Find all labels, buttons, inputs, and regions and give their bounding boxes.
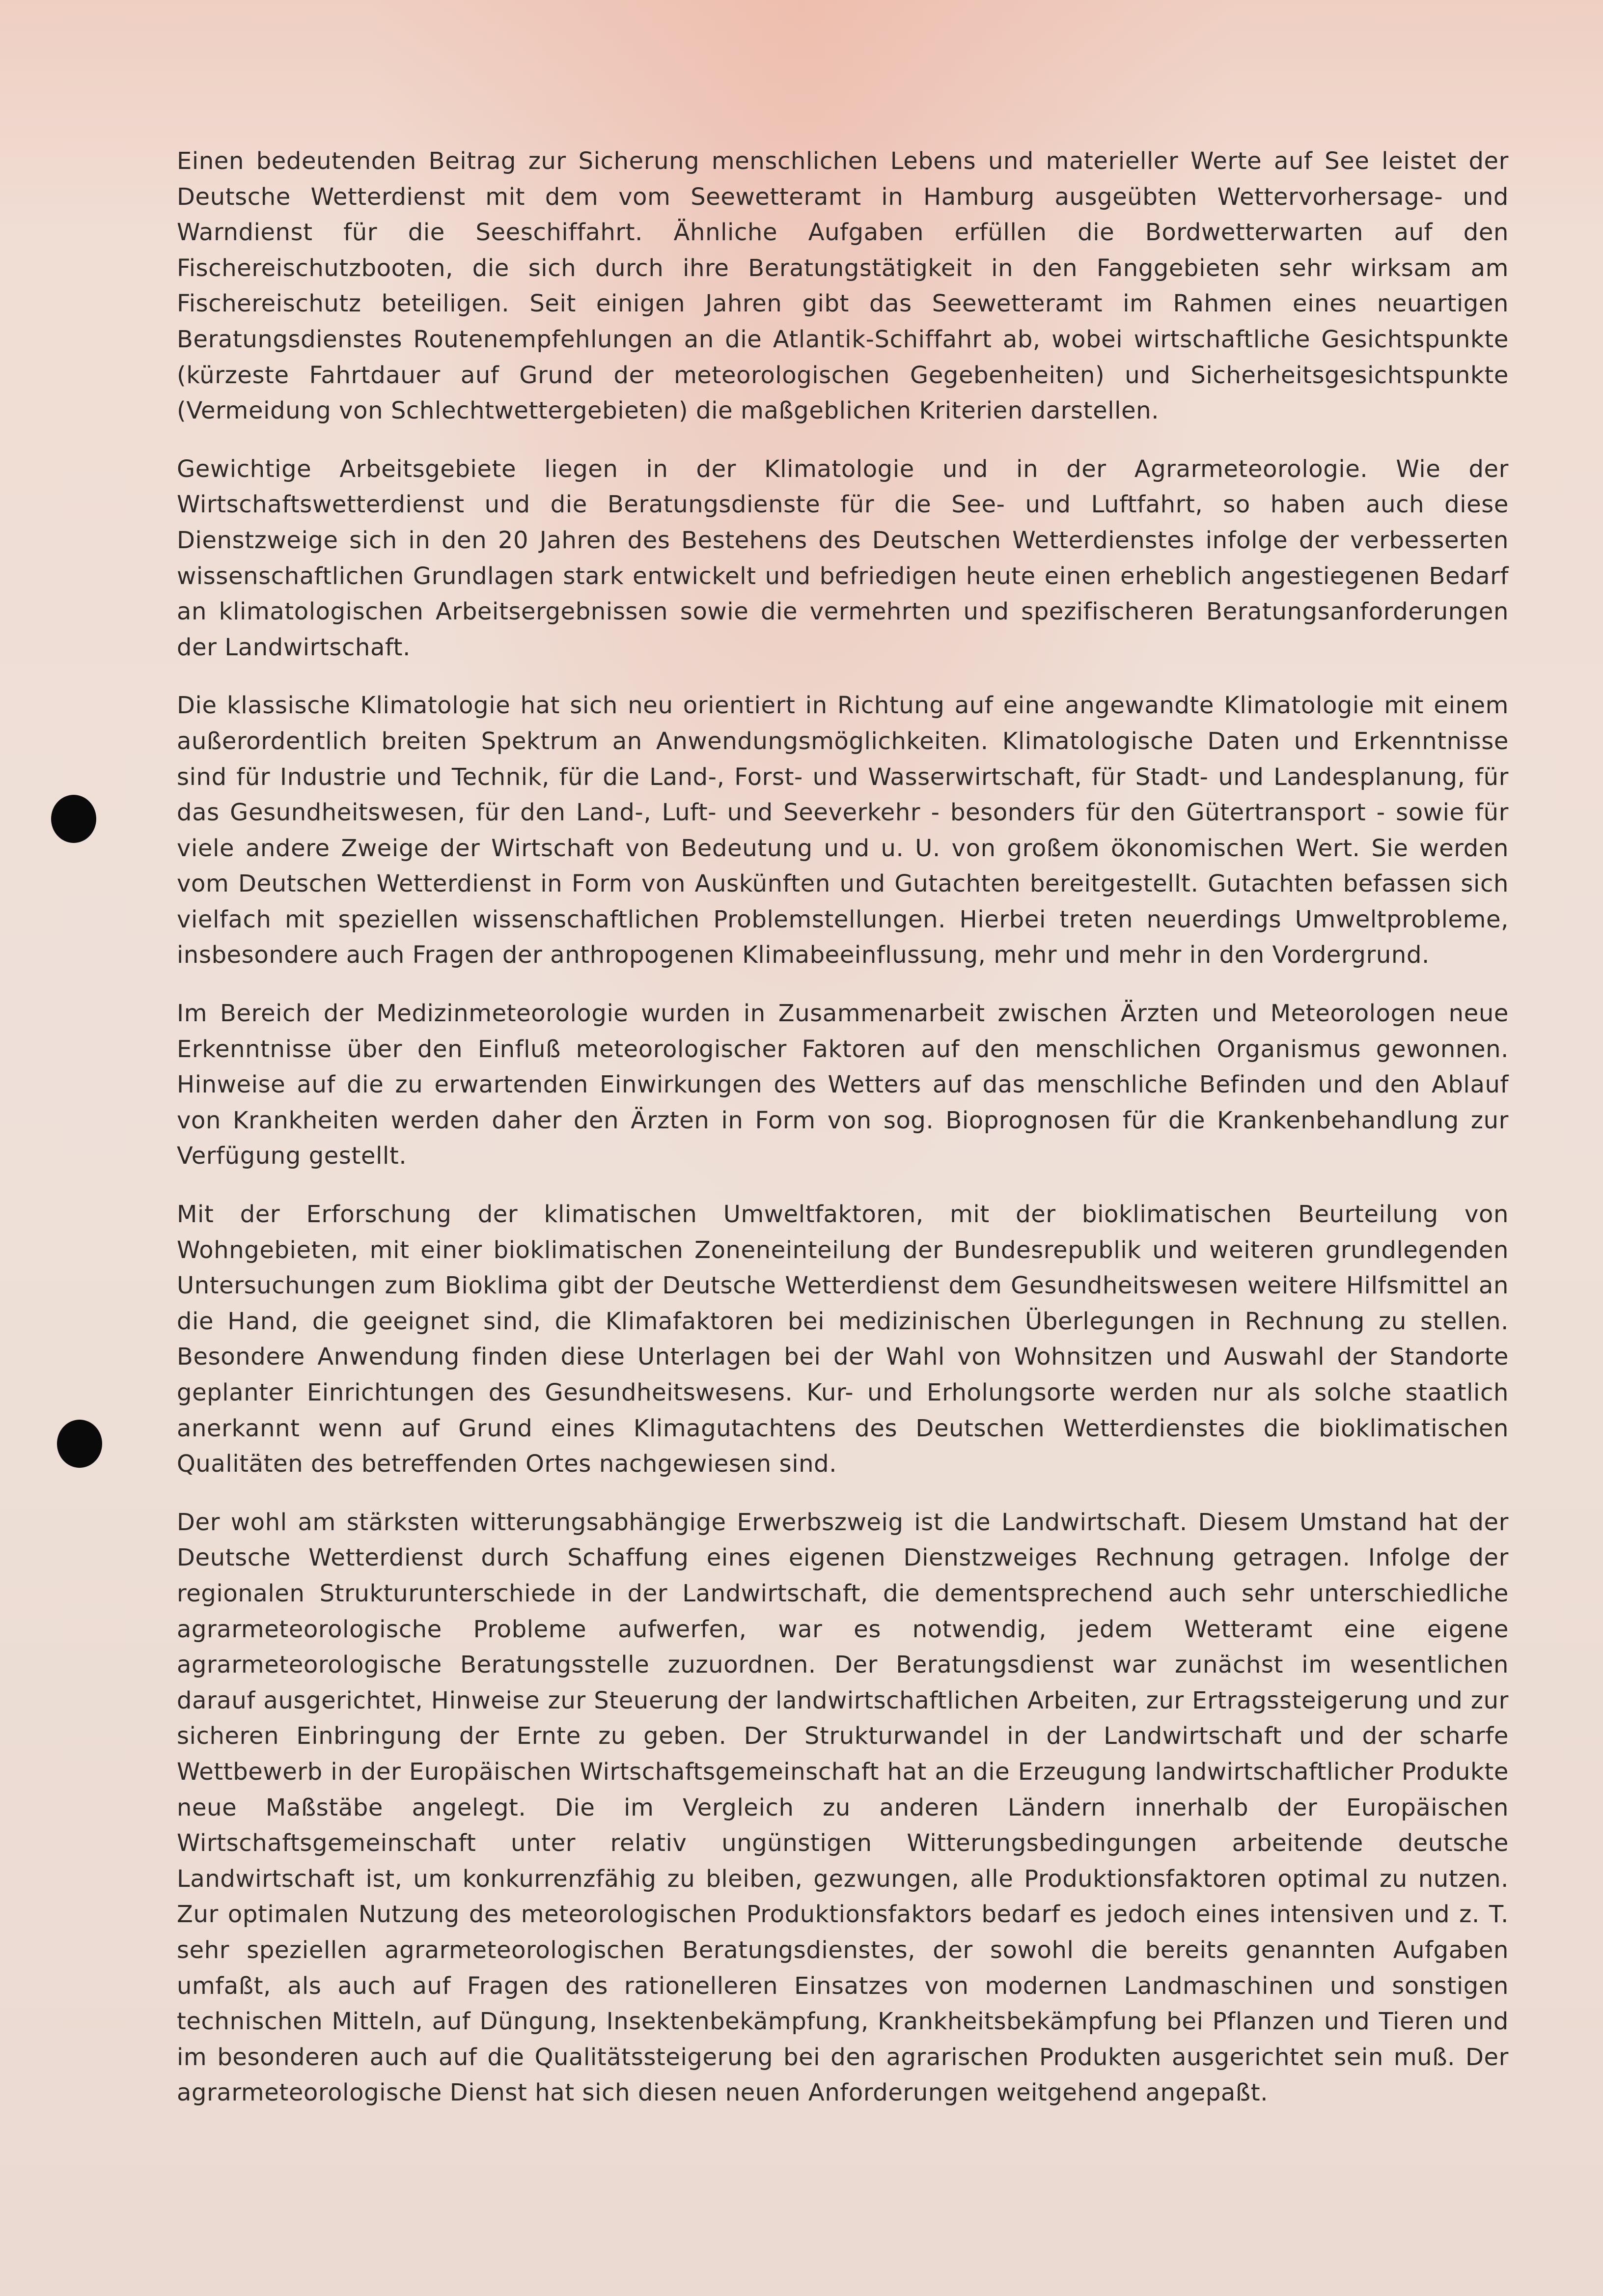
punch-hole-upper: [51, 795, 96, 843]
paragraph-maritime-weather: Einen bedeutenden Beitrag zur Sicherung menschlichen Lebens und materieller Werte auf See leistet der Deutsche Wetterdienst mit dem vom Seewetteramt in Hamburg ausgeübten Wettervorhersage- und Warndienst für die Seeschiffahrt. Ähnliche Aufgaben erfüllen die Bordwetterwarten auf den Fischereischutzbooten, die sich durch ihre Beratungstätigkeit in den Fanggebieten sehr wirksam am Fischereischutz beteiligen. Seit einigen Jahren gibt das Seewetteramt im Rahmen eines neuartigen Beratungsdienstes Routenempfehlungen an die Atlantik-Schiffahrt ab, wobei wirtschaftliche Gesichtspunkte (kürzeste Fahrtdauer auf Grund der meteorologischen Gegebenheiten) und Sicherheitsgesichtspunkte (Vermeidung von Schlechtwettergebieten) die maßgeblichen Kriterien darstellen.: [177, 147, 1509, 425]
paragraph-climatology-agrometeorology: Gewichtige Arbeitsgebiete liegen in der Klimatologie und in der Agrarmeteorologie. Wie der Wirtschaftswetterdienst und die Beratungsdienste für die See- und Luftfahrt, so haben auch diese Dienstzweige sich in den 20 Jahren des Bestehens des Deutschen Wetterdienstes infolge der verbesserten wissenschaftlichen Grundlagen stark entwickelt und befriedigen heute einen erheblich angestiegenen Bedarf an klimatologischen Arbeitsergebnissen sowie die vermehrten und spezifischeren Beratungsanforderungen der Landwirtschaft.: [177, 455, 1509, 661]
paragraph-bioclimate: Mit der Erforschung der klimatischen Umweltfaktoren, mit der bioklimatischen Beurteilung von Wohngebieten, mit einer bioklimatischen Zoneneinteilung der Bundesrepublik und weiteren grundlegenden Untersuchungen zum Bioklima gibt der Deutsche Wetterdienst dem Gesundheitswesen weitere Hilfsmittel an die Hand, die geeignet sind, die Klimafaktoren bei medizinischen Überlegungen in Rechnung zu stellen. Besondere Anwendung finden diese Unterlagen bei der Wahl von Wohnsitzen und Auswahl der Standorte geplanter Einrichtungen des Gesundheitswesens. Kur- und Erholungsorte werden nur als solche staatlich anerkannt wenn auf Grund eines Klimagutachtens des Deutschen Wetterdienstes die bioklimatischen Qualitäten des betreffenden Ortes nachgewiesen sind.: [177, 1201, 1509, 1478]
punch-hole-lower: [57, 1420, 102, 1468]
paragraph-medical-meteorology: Im Bereich der Medizinmeteorologie wurden in Zusammenarbeit zwischen Ärzten und Meteorologen neue Erkenntnisse über den Einfluß meteorologischer Faktoren auf den menschlichen Organismus gewonnen. Hinweise auf die zu erwartenden Einwirkungen des Wetters auf das menschliche Befinden und den Ablauf von Krankheiten werden daher den Ärzten in Form von sog. Bioprognosen für die Krankenbehandlung zur Verfügung gestellt.: [177, 1000, 1509, 1170]
paragraph-agriculture: Der wohl am stärksten witterungsabhängige Erwerbszweig ist die Landwirtschaft. Diesem Umstand hat der Deutsche Wetterdienst durch Schaffung eines eigenen Dienstzweiges Rechnung getragen. Infolge der regionalen Strukturunterschiede in der Landwirtschaft, die dementsprechend auch sehr unterschiedliche agrarmeteorologische Probleme aufwerfen, war es notwendig, jedem Wetteramt eine eigene agrarmeteorologische Beratungsstelle zuzuordnen. Der Beratungsdienst war zunächst im wesentlichen darauf ausgerichtet, Hinweise zur Steuerung der landwirtschaftlichen Arbeiten, zur Ertragssteigerung und zur sicheren Einbringung der Ernte zu geben. Der Strukturwandel in der Landwirtschaft und der scharfe Wettbewerb in der Europäischen Wirtschaftsgemeinschaft hat an die Erzeugung landwirtschaftlicher Produkte neue Maßstäbe angelegt. Die im Vergleich zu anderen Ländern innerhalb der Europäischen Wirtschaftsgemeinschaft unter relativ ungünstigen Witterungsbedingungen arbeitende deutsche Landwirtschaft ist, um konkurrenzfähig zu bleiben, gezwungen, alle Produktionsfaktoren optimal zu nutzen. Zur optimalen Nutzung des meteorologischen Produktionsfaktors bedarf es jedoch eines intensiven und z. T. sehr speziellen agrarmeteorologischen Beratungsdienstes, der sowohl die bereits genannten Aufgaben umfaßt, als auch auf Fragen des rationelleren Einsatzes von modernen Landmaschinen und sonstigen technischen Mitteln, auf Düngung, Insektenbekämpfung, Krankheitsbekämpfung bei Pflanzen und Tieren und im besonderen auch auf die Qualitätssteigerung bei den agrarischen Produkten ausgerichtet sein muß. Der agrarmeteorologische Dienst hat sich diesen neuen Anforderungen weitgehend angepaßt.: [177, 1508, 1509, 2107]
paragraph-applied-climatology: Die klassische Klimatologie hat sich neu orientiert in Richtung auf eine angewandte Klimatologie mit einem außerordentlich breiten Spektrum an Anwendungsmöglichkeiten. Klimatologische Daten und Erkenntnisse sind für Industrie und Technik, für die Land-, Forst- und Wasserwirtschaft, für Stadt- und Landesplanung, für das Gesundheitswesen, für den Land-, Luft- und Seeverkehr - besonders für den Gütertransport - sowie für viele andere Zweige der Wirtschaft von Bedeutung und u. U. von großem ökonomischen Wert. Sie werden vom Deutschen Wetterdienst in Form von Auskünften und Gutachten bereitgestellt. Gutachten befassen sich vielfach mit speziellen wissenschaftlichen Problemstellungen. Hierbei treten neuerdings Umweltprobleme, insbesondere auch Fragen der anthropogenen Klimabeeinflussung, mehr und mehr in den Vordergrund.: [177, 692, 1509, 969]
document-body: [177, 143, 1509, 2133]
